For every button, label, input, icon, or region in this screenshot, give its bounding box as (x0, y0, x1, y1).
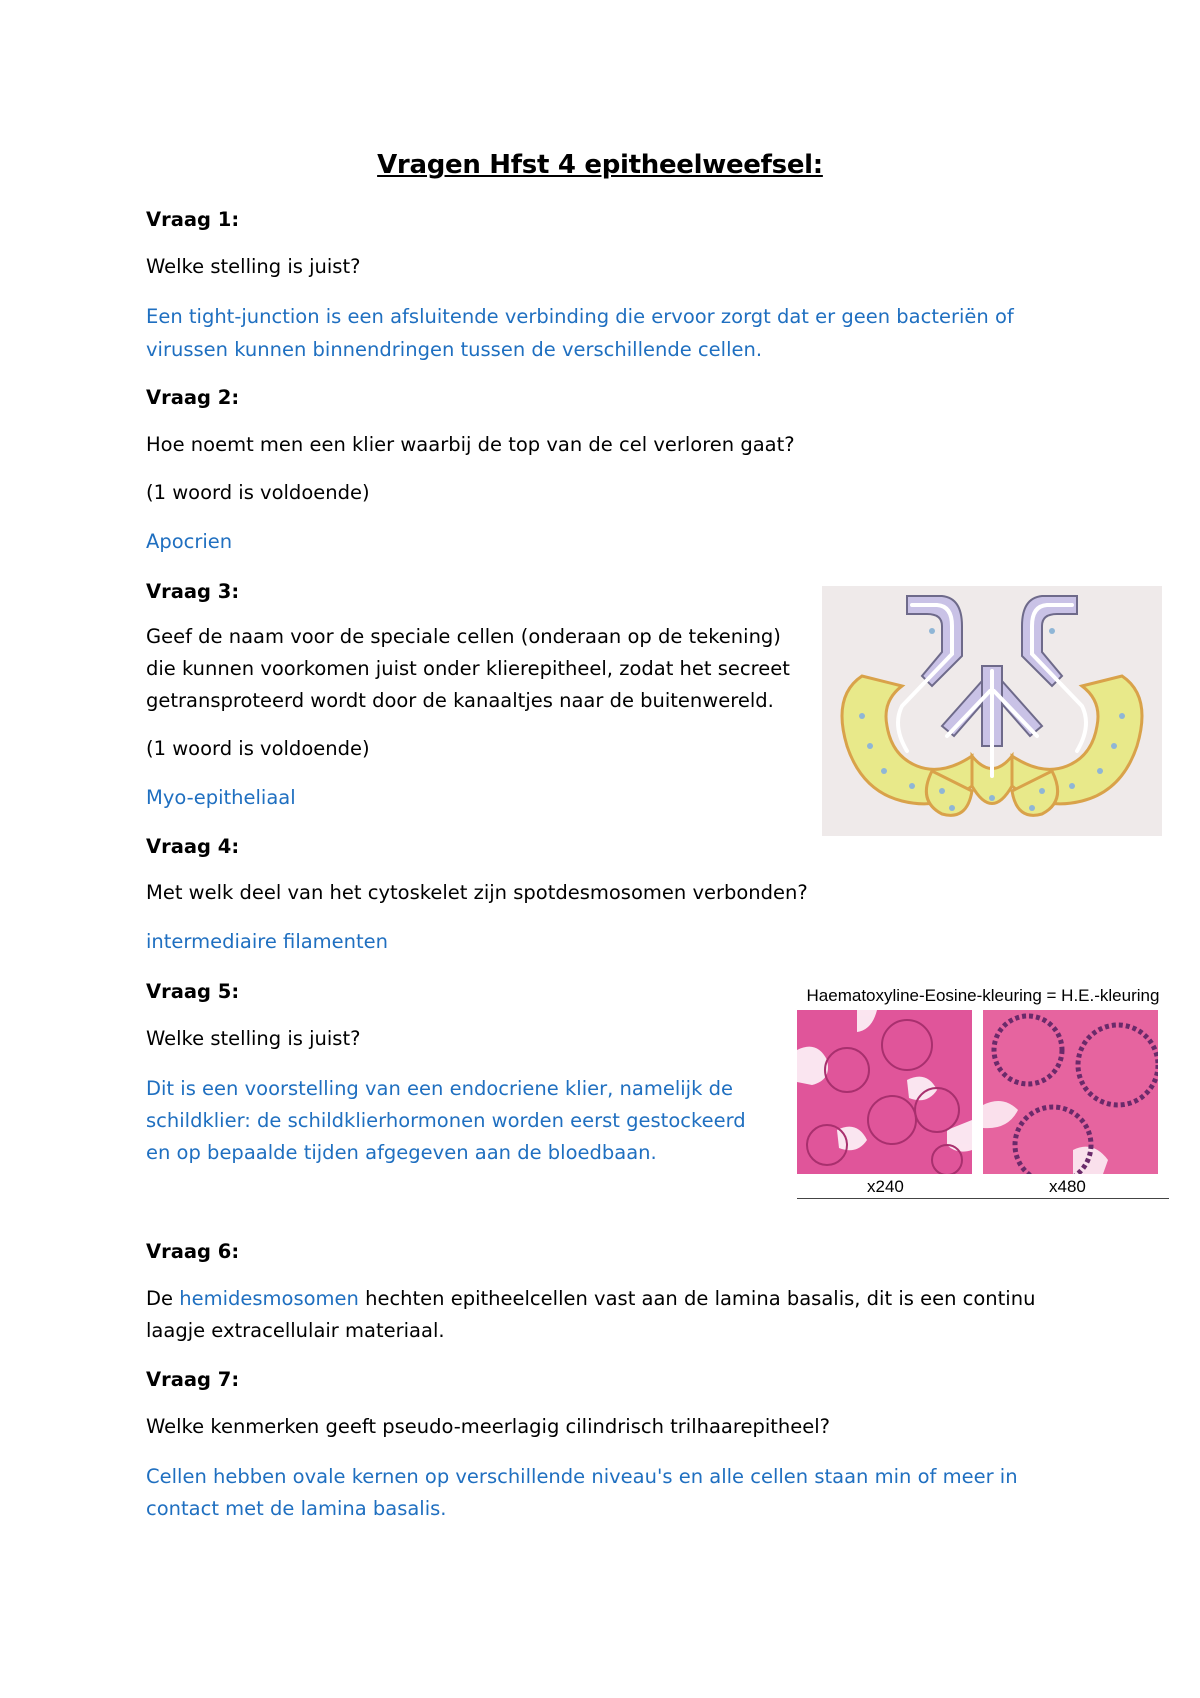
question-2-label: Vraag 2: (146, 386, 240, 409)
question-6-line-2: laagje extracellulair materiaal. (146, 1319, 445, 1342)
question-6-line-1 (146, 1282, 1035, 1315)
question-3-label: Vraag 3: (146, 580, 240, 603)
question-3-line-3: getransproteerd wordt door de kanaaltjes naar de buitenwereld. (146, 689, 774, 712)
question-4-label: Vraag 4: (146, 835, 240, 858)
question-3-line-2: die kunnen voorkomen juist onder klierepitheel, zodat het secreet (146, 657, 790, 680)
question-5-text: Welke stelling is juist? (146, 1027, 361, 1050)
question-6-label: Vraag 6: (146, 1240, 240, 1263)
question-3-line-1: Geef de naam voor de speciale cellen (onderaan op de tekening) (146, 625, 781, 648)
answer-7-line-2: contact met de lamina basalis. (146, 1497, 447, 1520)
question-4-text: Met welk deel van het cytoskelet zijn spotdesmosomen verbonden? (146, 881, 808, 904)
question-5-label: Vraag 5: (146, 980, 240, 1003)
figure-baseline (797, 1198, 1169, 1199)
answer-3: Myo-epitheliaal (146, 786, 296, 809)
answer-5-line-3: en op bepaalde tijden afgegeven aan de bloedbaan. (146, 1141, 657, 1164)
question-1-label: Vraag 1: (146, 208, 240, 231)
micrograph-x480 (983, 1010, 1158, 1174)
he-staining-figure (797, 986, 1169, 1212)
answer-4: intermediaire filamenten (146, 930, 389, 953)
answer-1-line-2: virussen kunnen binnendringen tussen de verschillende cellen. (146, 338, 763, 361)
answer-5-line-2: schildklier: de schildklierhormonen worden eerst gestockeerd (146, 1109, 746, 1132)
gland-illustration (822, 586, 1162, 836)
question-3-hint: (1 woord is voldoende) (146, 737, 370, 760)
micrograph-x240 (797, 1010, 972, 1174)
question-7-label: Vraag 7: (146, 1368, 240, 1391)
answer-1-line-1: Een tight-junction is een afsluitende verbinding die ervoor zorgt dat er geen bacteriën of (146, 305, 1014, 328)
question-2-hint: (1 woord is voldoende) (146, 481, 370, 504)
answer-5-line-1: Dit is een voorstelling van een endocriene klier, namelijk de (146, 1077, 733, 1100)
question-2-text: Hoe noemt men een klier waarbij de top van de cel verloren gaat? (146, 433, 795, 456)
q6-highlight: hemidesmosomen (179, 1287, 359, 1310)
q6-suffix: hechten epitheelcellen vast aan de lamina basalis, dit is een continu (358, 1287, 1036, 1310)
page-title: Vragen Hfst 4 epitheelweefsel: (377, 150, 823, 180)
q6-prefix: De (146, 1287, 180, 1310)
answer-2: Apocrien (146, 530, 233, 553)
label-x480: x480 (1049, 1177, 1086, 1196)
label-x240: x240 (867, 1177, 904, 1196)
he-figure-title: Haematoxyline-Eosine-kleuring = H.E.-kleuring (806, 986, 1160, 1005)
question-7-text: Welke kenmerken geeft pseudo-meerlagig cilindrisch trilhaarepitheel? (146, 1415, 831, 1438)
question-1-text: Welke stelling is juist? (146, 255, 361, 278)
answer-7-line-1: Cellen hebben ovale kernen op verschillende niveau's en alle cellen staan min of meer in (146, 1465, 1018, 1488)
